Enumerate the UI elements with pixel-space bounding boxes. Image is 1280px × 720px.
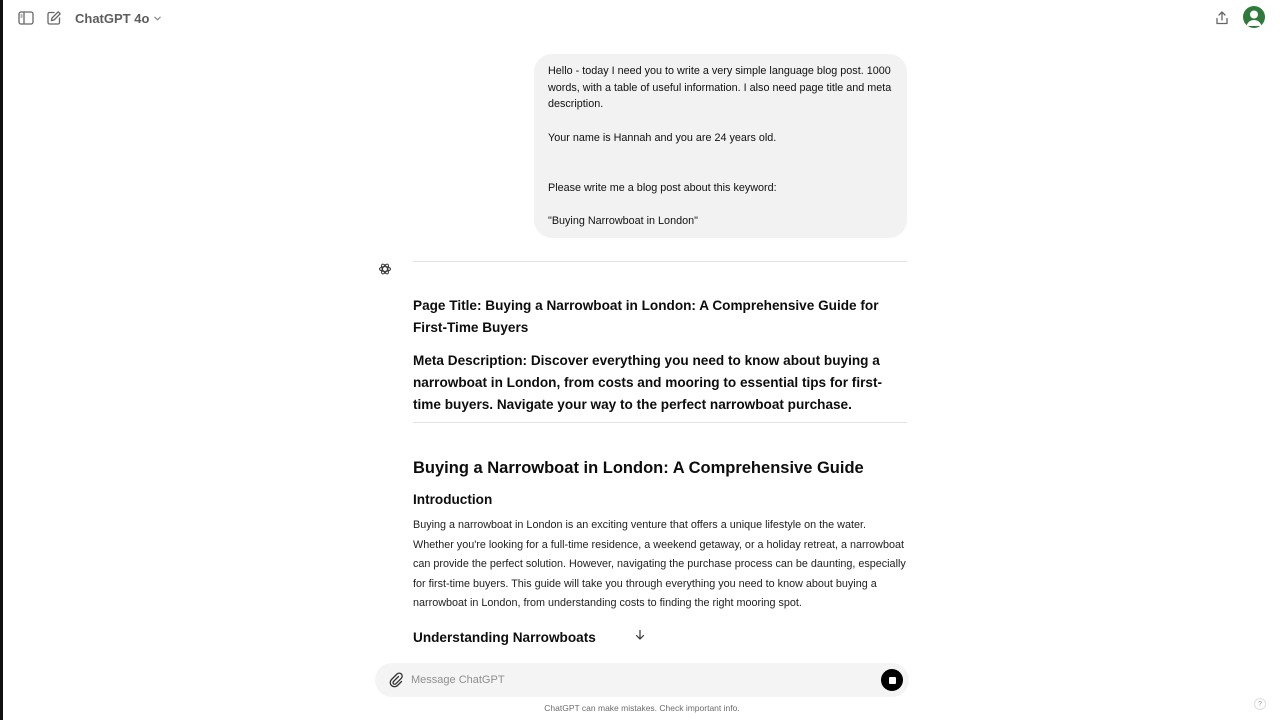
message-input[interactable]	[411, 670, 861, 690]
openai-logo-icon	[378, 262, 392, 276]
conversation-thread	[3, 36, 1280, 662]
user-message-bubble: Hello - today I need you to write a very simple language blog post. 1000 words, with a table of useful information. I also need page title and meta description. Your name is Hannah and you are 24 years old. Please write me a blog post about this keyword: "Buying Narrowboat in London"	[534, 54, 907, 238]
divider	[413, 261, 907, 262]
guide-heading: Buying a Narrowboat in London: A Comprehensive Guide	[413, 459, 864, 477]
model-name: ChatGPT 4o	[75, 10, 150, 26]
paperclip-icon[interactable]	[387, 671, 405, 689]
share-icon[interactable]	[1209, 5, 1235, 31]
meta-description-line: Meta Description: Discover everything you need to know about buying a narrowboat in London, from costs and mooring to essential tips for first-time buyers. Navigate your way to the perfect narrowboat purchase.	[413, 353, 883, 412]
disclaimer-text: ChatGPT can make mistakes. Check important info.	[544, 703, 740, 713]
stop-generating-button[interactable]	[881, 669, 903, 691]
model-selector[interactable]	[75, 8, 162, 28]
top-bar	[3, 0, 1280, 36]
divider	[413, 422, 907, 423]
scroll-down-arrow-icon[interactable]	[632, 627, 648, 643]
chevron-down-icon	[153, 14, 162, 23]
page-title-line: Page Title: Buying a Narrowboat in London: A Comprehensive Guide for First-Time Buyers	[413, 298, 879, 335]
sidebar-toggle-icon[interactable]	[13, 5, 39, 31]
help-icon[interactable]: ?	[1254, 698, 1266, 710]
section-heading: Understanding Narrowboats	[413, 629, 596, 645]
intro-paragraph: Buying a narrowboat in London is an exciting venture that offers a unique lifestyle on the water. Whether you're looking for a full-time residence, a weekend getaway, or a holiday retreat, a narrowboat can provide the perfect solution. However, navigating the purchase process can be daunting, especially for first-time buyers. This guide will take you through everything you need to know about buying a narrowboat in London, from understanding costs to finding the right mooring spot.	[413, 519, 906, 609]
assistant-message	[413, 261, 907, 648]
new-chat-icon[interactable]	[41, 5, 67, 31]
message-composer	[375, 663, 909, 697]
intro-heading: Introduction	[413, 492, 493, 507]
stop-icon	[889, 677, 896, 684]
user-avatar-icon[interactable]	[1243, 6, 1265, 28]
